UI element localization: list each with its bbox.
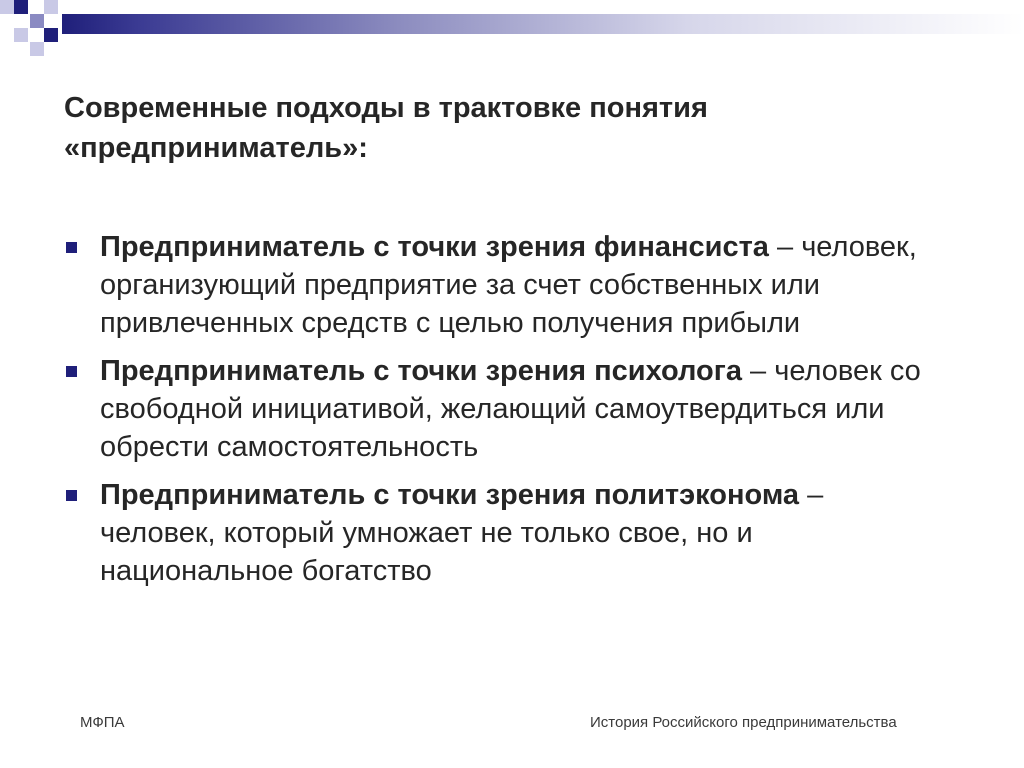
definitions-list: [64, 228, 944, 600]
list-item: [64, 228, 944, 342]
slide-title-line2: «предприниматель»:: [64, 132, 368, 164]
footer-organization: МФПА: [80, 714, 125, 731]
definition-text: человек, организующий предприятие за счет собственных или привлеченных средств с целью получения прибыли: [100, 231, 917, 339]
square-bullet-icon: [66, 242, 77, 253]
definition-dash: –: [768, 231, 802, 263]
definition-text: человек, который умножает не только свое, но и национальное богатство: [100, 517, 753, 587]
definition-text: человек со свободной инициативой, желающий самоутвердиться или обрести самостоятельность: [100, 355, 921, 463]
slide-title: [64, 88, 964, 168]
definition-term: Предприниматель с точки зрения финансиста: [100, 231, 769, 263]
header-gradient-band: [62, 14, 1024, 34]
square-bullet-icon: [66, 366, 77, 377]
list-item: [64, 352, 944, 466]
definition-dash: –: [799, 479, 824, 511]
definition-term: Предприниматель с точки зрения психолога: [100, 355, 742, 387]
footer-course-title: История Российского предпринимательства: [590, 714, 897, 731]
square-bullet-icon: [66, 490, 77, 501]
slide-title-line1: Современные подходы в трактовке понятия: [64, 92, 708, 124]
list-item: [64, 476, 944, 590]
definition-dash: –: [741, 355, 775, 387]
definition-term: Предприниматель с точки зрения политэконома: [100, 479, 800, 511]
